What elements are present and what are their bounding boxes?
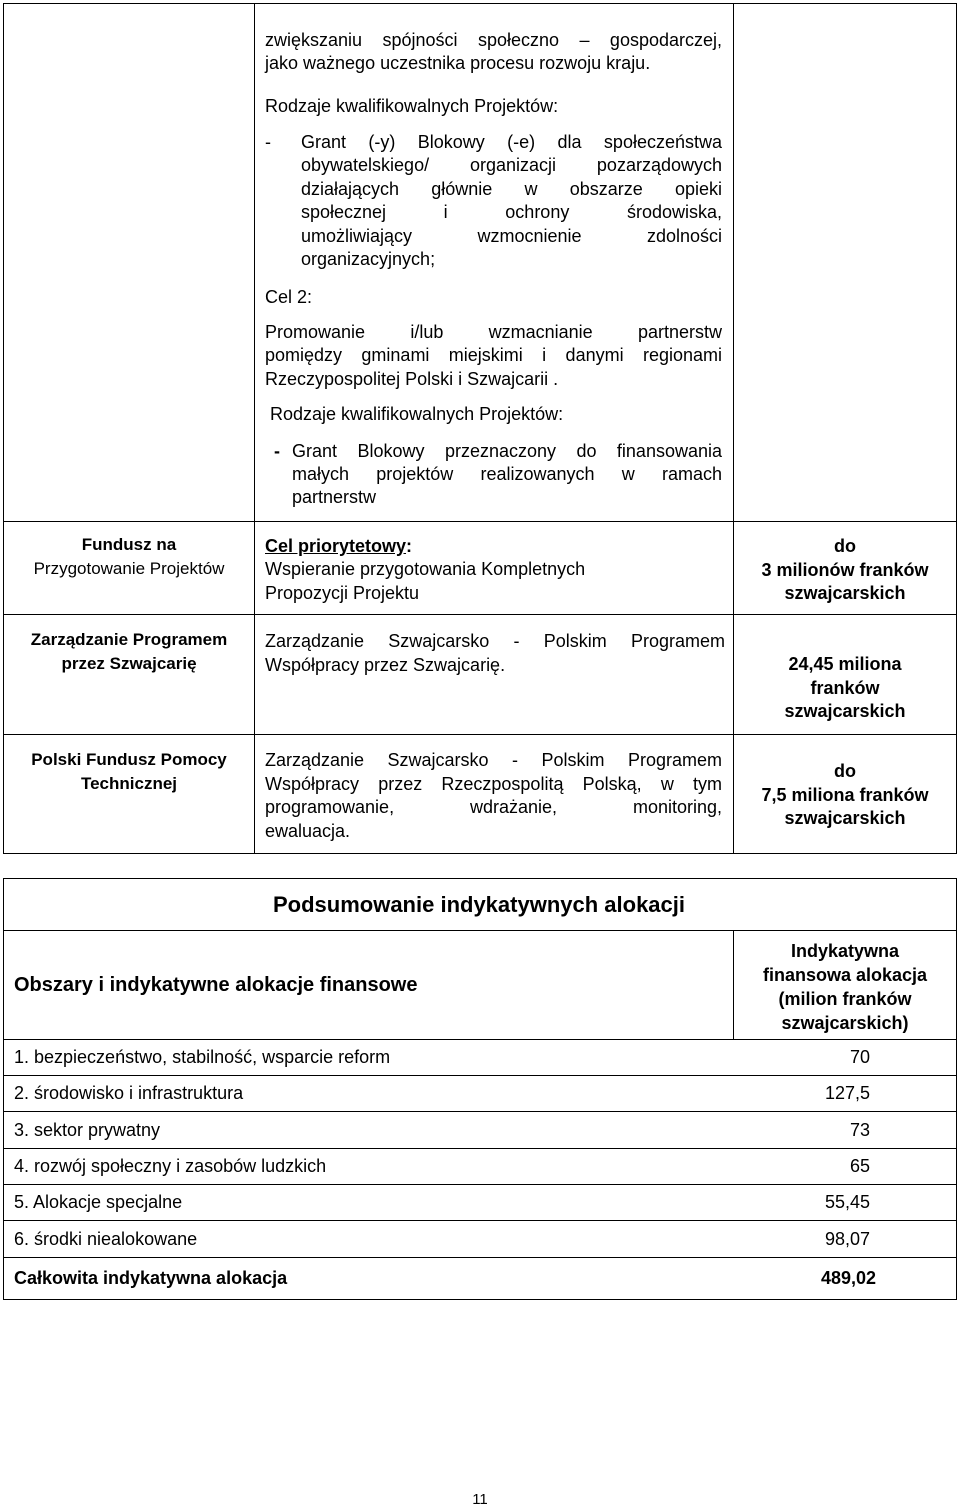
- types-heading: Rodzaje kwalifikowalnych Projektów:: [270, 404, 564, 424]
- row-description: Zarządzanie Szwajcarsko - Polskim Programem Współpracy przez Rzeczpospolitą Polską, w tym programowanie, wdrażanie, monitoring, ewaluacja.: [265, 750, 722, 841]
- allocation-label: 2. środowisko i infrastruktura: [14, 1083, 244, 1103]
- allocation-row: [14, 1082, 876, 1104]
- allocation-label: 1. bezpieczeństwo, stabilność, wsparcie reform: [14, 1047, 391, 1067]
- allocation-row: [14, 1046, 876, 1068]
- allocation-row: [14, 1191, 876, 1213]
- allocation-value: 98,07: [824, 1229, 870, 1249]
- intro-line: jako ważnego uczestnika procesu rozwoju kraju.: [265, 53, 651, 73]
- allocation-label: 6. środki niealokowane: [14, 1229, 198, 1249]
- row-amount: do 3 milionów franków szwajcarskich: [761, 536, 929, 603]
- summary-title: Podsumowanie indykatywnych alokacji: [272, 892, 686, 917]
- goal-2-text-line: Rzeczypospolitej Polski i Szwajcarii .: [265, 369, 559, 389]
- grant-text-line: działających głównie w obszarze opieki: [301, 179, 722, 199]
- row-name: Zarządzanie Programem przez Szwajcarię: [30, 630, 228, 673]
- grant-text-line: społecznej i ochrony środowiska,: [301, 202, 722, 222]
- grant-text-line: Grant Blokowy przeznaczony do finansowania: [292, 441, 722, 461]
- intro-line: zwiększaniu spójności społeczno – gospodarczej,: [265, 30, 722, 50]
- goal-2-text-line: Promowanie i/lub wzmacnianie partnerstw: [265, 322, 722, 342]
- allocation-row: [14, 1155, 876, 1177]
- goal-2-text-line: pomiędzy gminami miejskimi i danymi regionami: [265, 345, 722, 365]
- grant-text-line: Grant (-y) Blokowy (-e) dla społeczeństwa: [301, 132, 722, 152]
- row-amount: do 7,5 miliona franków szwajcarskich: [761, 761, 929, 828]
- row-description: Zarządzanie Szwajcarsko - Polskim Programem Współpracy przez Szwajcarię.: [265, 631, 725, 675]
- allocation-value: 127,5: [824, 1083, 870, 1103]
- grant-text-line: partnerstw: [292, 487, 377, 507]
- grant-text-line: umożliwiający wzmocnienie zdolności: [301, 226, 722, 246]
- allocation-value: 70: [849, 1047, 870, 1067]
- allocation-value: 73: [849, 1120, 870, 1140]
- goal-2-label: Cel 2:: [265, 287, 313, 307]
- grant-text-line: organizacyjnych;: [301, 249, 436, 269]
- column-header-area: Obszary i indykatywne alokacje finansowe: [14, 974, 418, 996]
- list-dash: -: [265, 132, 271, 152]
- grant-text-line: obywatelskiego/ organizacji pozarządowych: [301, 155, 722, 175]
- allocation-row: [14, 1119, 876, 1141]
- allocation-total-value: 489,02: [820, 1268, 876, 1288]
- priority-goal-label: Cel priorytetowy:: [265, 536, 413, 556]
- allocation-total-row: [14, 1267, 876, 1289]
- allocation-value: 55,45: [824, 1192, 870, 1212]
- allocation-value: 65: [849, 1156, 870, 1176]
- list-dash: -: [274, 441, 280, 461]
- grant-text-line: małych projektów realizowanych w ramach: [292, 464, 722, 484]
- column-header-allocation: Indykatywna finansowa alokacja (milion franków szwajcarskich): [762, 941, 928, 1033]
- allocation-label: 3. sektor prywatny: [14, 1120, 161, 1140]
- row-description: Wspieranie przygotowania Kompletnych Propozycji Projektu: [265, 559, 586, 603]
- allocation-label: 4. rozwój społeczny i zasobów ludzkich: [14, 1156, 327, 1176]
- row-name: Polski Fundusz Pomocy Technicznej: [31, 750, 227, 793]
- allocation-label: 5. Alokacje specjalne: [14, 1192, 183, 1212]
- row-name: Fundusz na Przygotowanie Projektów: [33, 535, 225, 578]
- allocation-row: [14, 1228, 876, 1250]
- row-amount: 24,45 miliona franków szwajcarskich: [784, 654, 906, 721]
- page-number: 11: [472, 1491, 488, 1508]
- allocation-total-label: Całkowita indykatywna alokacja: [14, 1268, 288, 1288]
- types-heading: Rodzaje kwalifikowalnych Projektów:: [265, 96, 559, 116]
